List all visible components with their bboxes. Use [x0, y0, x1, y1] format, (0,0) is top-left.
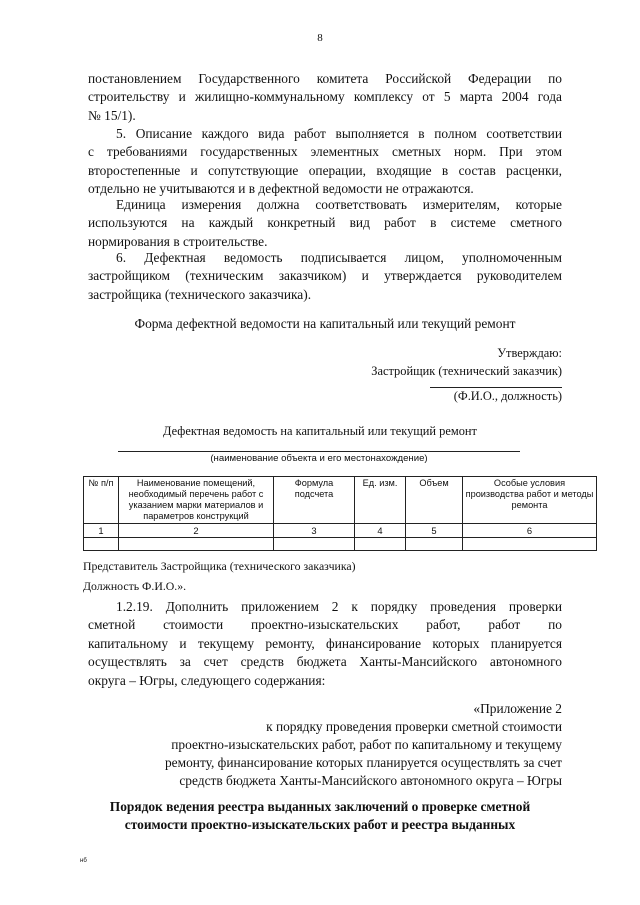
text-line: строительству и жилищно-коммунальному комплексу от 5 марта 2004 года [88, 89, 562, 105]
form-title: Форма дефектной ведомости на капитальный или текущий ремонт [134, 316, 516, 331]
fio-caption: (Ф.И.О., должность) [453, 389, 562, 403]
text-line: нормирования в строительстве. [88, 233, 268, 249]
approve-label: Утверждаю: [497, 346, 562, 360]
object-line [118, 451, 520, 452]
table-cell [84, 538, 119, 551]
heading-line: стоимости проектно-изыскательских работ и реестра выданных [124, 817, 516, 832]
position-label: Должность Ф.И.О.». [83, 579, 187, 593]
appendix-line: ремонту, финансирование которых планируется осуществлять за счет [164, 755, 562, 770]
text-line: застройщика (технического заказчика). [88, 286, 312, 302]
column-header: Особые условия производства работ и методы ремонта [463, 477, 597, 524]
text-line: № 15/1). [88, 107, 136, 123]
signature-line [430, 387, 562, 388]
table-cell: 6 [463, 524, 597, 538]
page-number: 8 [317, 32, 323, 44]
table-header-row [84, 477, 597, 524]
section-heading [70, 798, 570, 834]
column-header: № п/п [84, 477, 119, 524]
column-header: Ед. изм. [355, 477, 406, 524]
text-line: с требованиями государственных элементных сметных норм. При этом [88, 144, 562, 160]
paragraph-measurement-unit [88, 196, 562, 251]
text-line: отдельно не учитываются и в дефектной ведомости не отражаются. [88, 181, 474, 197]
appendix-line: проектно-изыскательских работ, работ по капитальному и текущему [171, 737, 562, 752]
table-cell: 1 [84, 524, 119, 538]
text-line: капитальному и текущему ремонту, финансирование которых планируется [88, 635, 562, 651]
object-caption: (наименование объекта и его местонахождение) [210, 453, 428, 464]
text-line: 1.2.19. Дополнить приложением 2 к порядку проведения проверки [116, 599, 562, 614]
text-line: Единица измерения должна соответствовать измерителям, которые [116, 197, 562, 212]
table-row [84, 524, 597, 538]
appendix-line: к порядку проведения проверки сметной стоимости [266, 719, 562, 734]
table-cell [119, 538, 274, 551]
text-line: застройщиком (техническим заказчиком) и утверждается руководителем [88, 268, 562, 284]
paragraph-item-6 [88, 249, 562, 304]
paragraph-resolution [88, 70, 562, 125]
appendix-title: «Приложение 2 [473, 701, 562, 716]
heading-line: Порядок ведения реестра выданных заключений о проверке сметной [109, 799, 531, 814]
column-header: Формула подсчета [274, 477, 355, 524]
text-line: используются на каждый конкретный вид работ в системе сметного [88, 215, 562, 231]
appendix-line: средств бюджета Ханты-Мансийского автономного округа – Югры [179, 773, 562, 788]
paragraph-item-5 [88, 125, 562, 199]
table-cell: 5 [406, 524, 463, 538]
table-cell [406, 538, 463, 551]
approver-label: Застройщик (технический заказчик) [371, 364, 562, 378]
table-cell: 2 [119, 524, 274, 538]
table-cell [355, 538, 406, 551]
table-row [84, 538, 597, 551]
representative-label: Представитель Застройщика (технического заказчика) [83, 559, 356, 573]
statement-title: Дефектная ведомость на капитальный или текущий ремонт [163, 424, 477, 438]
table-cell: 4 [355, 524, 406, 538]
text-line: 6. Дефектная ведомость подписывается лицом, уполномоченным [116, 250, 562, 265]
text-line: осуществлять за счет средств бюджета Ханты-Мансийского автономного [88, 654, 562, 670]
paragraph-1-2-19 [88, 598, 562, 690]
text-line: второстепенные и сопутствующие операции, входящие в состав расценки, [88, 162, 562, 178]
table-cell: 3 [274, 524, 355, 538]
column-header: Объем [406, 477, 463, 524]
text-line: постановлением Государственного комитета Российской Федерации по [88, 71, 562, 86]
column-header: Наименование помещений, необходимый перечень работ с указанием марки материалов и параметров конструкций [119, 477, 274, 524]
text-line: 5. Описание каждого вида работ выполняется в полном соответствии [116, 126, 562, 141]
defect-table [83, 476, 597, 551]
table-cell [463, 538, 597, 551]
footer-mark: нб [80, 858, 87, 864]
table-cell [274, 538, 355, 551]
text-line: округа – Югры, следующего содержания: [88, 672, 326, 688]
text-line: сметной стоимости проектно-изыскательских работ, работ по [88, 617, 562, 633]
